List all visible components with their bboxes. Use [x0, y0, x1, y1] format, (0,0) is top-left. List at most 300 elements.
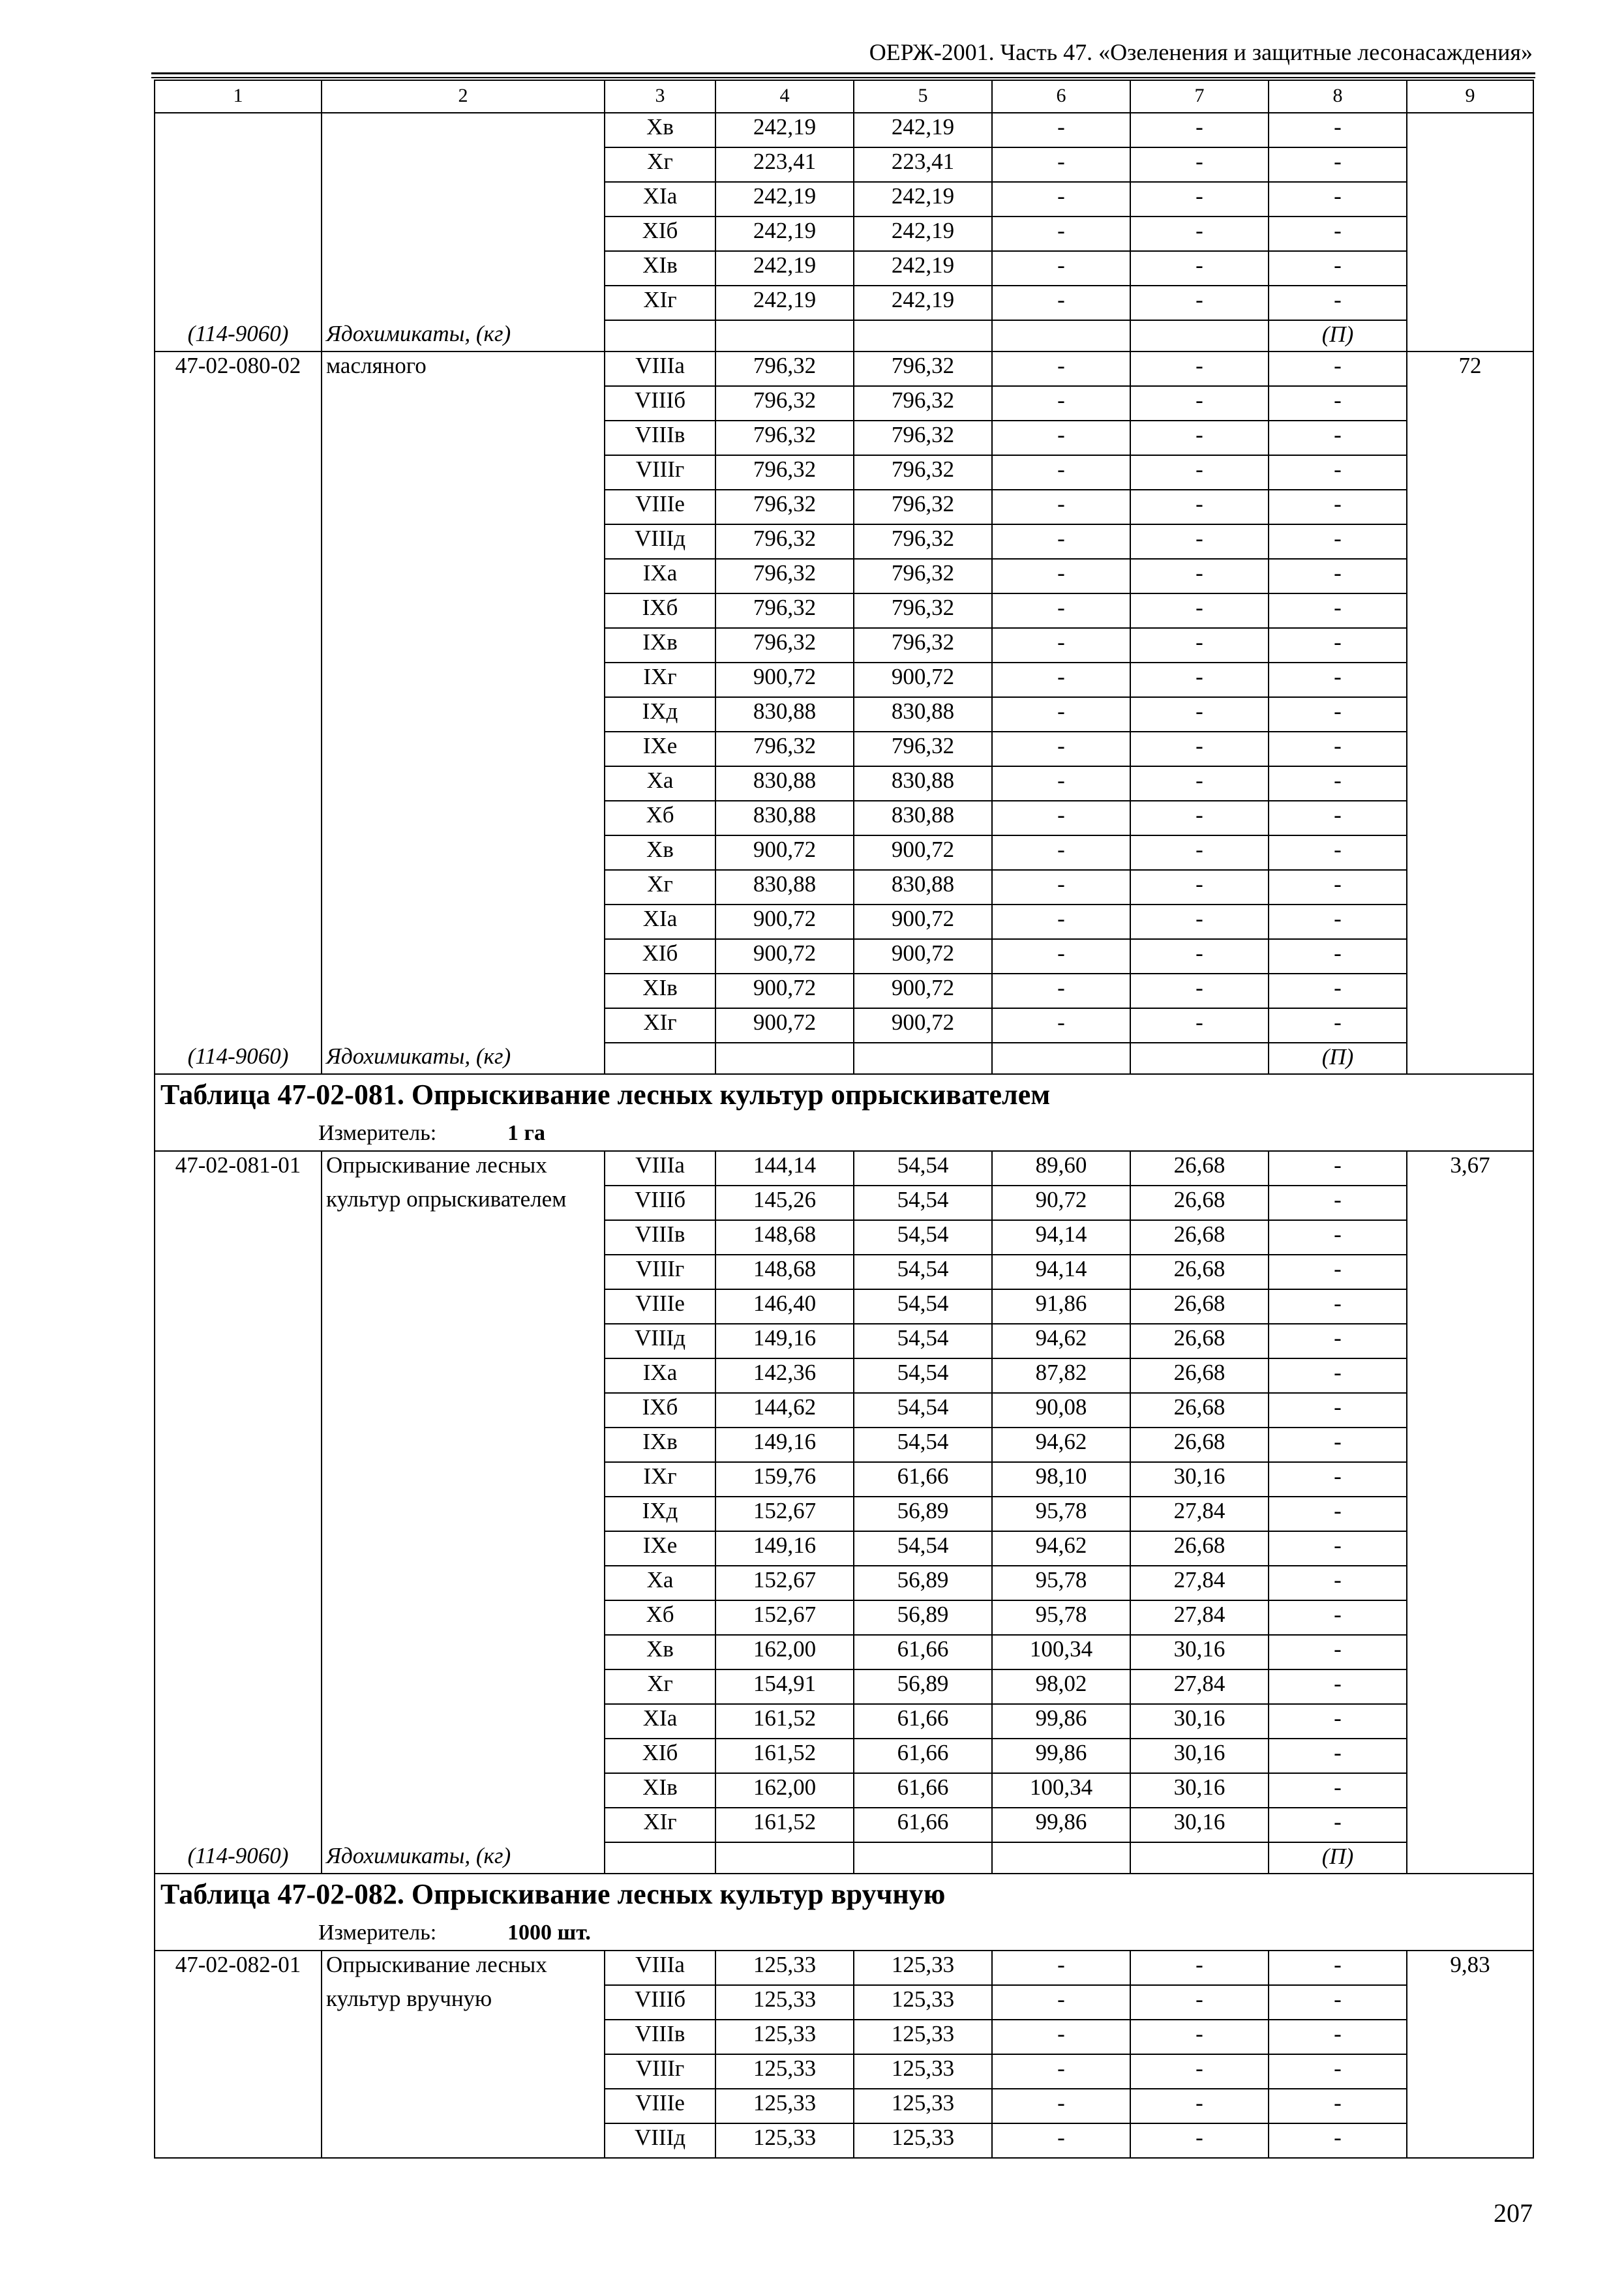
column-number: 7	[1130, 80, 1269, 113]
driver-wages-cell: -	[1130, 801, 1269, 835]
resource-row	[155, 1043, 1533, 1074]
empty-cell	[155, 1739, 322, 1773]
materials-cell: -	[1269, 1497, 1407, 1531]
table-row	[155, 835, 1533, 870]
empty-cell	[322, 628, 605, 663]
total-cost-cell: 162,00	[715, 1635, 854, 1669]
empty-cell	[1407, 766, 1533, 801]
zone-cell: IХд	[605, 1497, 715, 1531]
zone-cell: Хв	[605, 113, 715, 147]
wages-cell: 125,33	[854, 1951, 992, 1985]
labor-cost-cell: 3,67	[1407, 1151, 1533, 1186]
table-row	[155, 455, 1533, 490]
driver-wages-cell: -	[1130, 147, 1269, 182]
zone-cell: VIIIв	[605, 1220, 715, 1255]
wages-cell: 61,66	[854, 1462, 992, 1497]
wages-cell: 900,72	[854, 835, 992, 870]
materials-cell: -	[1269, 1289, 1407, 1324]
machines-cell: -	[992, 559, 1130, 593]
table-row	[155, 217, 1533, 251]
total-cost-cell: 145,26	[715, 1186, 854, 1220]
empty-cell	[155, 1324, 322, 1358]
wages-cell: 900,72	[854, 663, 992, 697]
zone-cell: IХе	[605, 732, 715, 766]
table-row	[155, 1255, 1533, 1289]
empty-cell	[155, 1186, 322, 1220]
zone-cell: IХа	[605, 1358, 715, 1393]
machines-cell: -	[992, 386, 1130, 421]
materials-cell: -	[1269, 1428, 1407, 1462]
empty-cell	[1407, 1324, 1533, 1358]
machines-cell: -	[992, 870, 1130, 905]
column-number: 8	[1269, 80, 1407, 113]
empty-cell	[322, 939, 605, 974]
zone-cell: IХб	[605, 593, 715, 628]
zone-cell: ХIв	[605, 974, 715, 1008]
total-cost-cell: 148,68	[715, 1255, 854, 1289]
materials-cell: -	[1269, 1358, 1407, 1393]
table-row	[155, 663, 1533, 697]
total-cost-cell: 161,52	[715, 1808, 854, 1842]
wages-cell: 61,66	[854, 1808, 992, 1842]
total-cost-cell: 796,32	[715, 490, 854, 524]
column-number: 4	[715, 80, 854, 113]
driver-wages-cell: 26,68	[1130, 1324, 1269, 1358]
empty-cell	[155, 1462, 322, 1497]
empty-cell	[322, 1393, 605, 1428]
column-number: 1	[155, 80, 322, 113]
materials-cell: -	[1269, 352, 1407, 386]
wages-cell: 830,88	[854, 766, 992, 801]
machines-cell: -	[992, 421, 1130, 455]
wages-cell: 61,66	[854, 1704, 992, 1739]
machines-cell: -	[992, 2089, 1130, 2123]
zone-cell: ХIв	[605, 251, 715, 286]
norm-name: Опрыскивание лесных	[322, 1951, 605, 1985]
machines-cell: -	[992, 801, 1130, 835]
wages-cell: 54,54	[854, 1186, 992, 1220]
materials-cell: -	[1269, 2054, 1407, 2089]
norms-table	[154, 80, 1534, 2159]
materials-cell: -	[1269, 1951, 1407, 1985]
wages-cell: 796,32	[854, 593, 992, 628]
table-row	[155, 1773, 1533, 1808]
page-number: 207	[1494, 2198, 1533, 2228]
empty-cell	[1130, 1043, 1269, 1074]
table-row	[155, 182, 1533, 217]
zone-cell: ХIв	[605, 1773, 715, 1808]
norm-code: 47-02-080-02	[155, 352, 322, 386]
machines-cell: -	[992, 732, 1130, 766]
empty-cell	[155, 1255, 322, 1289]
empty-cell	[1407, 1704, 1533, 1739]
zone-cell: IХд	[605, 697, 715, 732]
empty-cell	[322, 559, 605, 593]
driver-wages-cell: -	[1130, 251, 1269, 286]
table-row	[155, 1635, 1533, 1669]
table-row	[155, 593, 1533, 628]
total-cost-cell: 149,16	[715, 1531, 854, 1566]
table-row	[155, 1739, 1533, 1773]
zone-cell: Хб	[605, 801, 715, 835]
machines-cell: 99,86	[992, 1808, 1130, 1842]
empty-cell	[1407, 490, 1533, 524]
total-cost-cell: 146,40	[715, 1289, 854, 1324]
machines-cell: -	[992, 2123, 1130, 2158]
empty-cell	[155, 766, 322, 801]
table-row	[155, 1566, 1533, 1600]
wages-cell: 54,54	[854, 1393, 992, 1428]
total-cost-cell: 830,88	[715, 697, 854, 732]
empty-cell	[1407, 1428, 1533, 1462]
driver-wages-cell: 26,68	[1130, 1289, 1269, 1324]
empty-cell	[155, 593, 322, 628]
column-number: 5	[854, 80, 992, 113]
materials-cell: -	[1269, 663, 1407, 697]
empty-cell	[155, 801, 322, 835]
total-cost-cell: 144,62	[715, 1393, 854, 1428]
driver-wages-cell: -	[1130, 524, 1269, 559]
empty-cell	[1407, 905, 1533, 939]
total-cost-cell: 125,33	[715, 2123, 854, 2158]
materials-cell: -	[1269, 905, 1407, 939]
table-row	[155, 939, 1533, 974]
table-row	[155, 732, 1533, 766]
total-cost-cell: 900,72	[715, 1008, 854, 1043]
empty-cell	[1407, 1842, 1533, 1874]
zone-cell: VIIIб	[605, 1186, 715, 1220]
table-title-row	[155, 1074, 1533, 1118]
table-row	[155, 697, 1533, 732]
unit-value: 1 га	[507, 1121, 545, 1145]
empty-cell	[322, 2123, 605, 2158]
empty-cell	[322, 1008, 605, 1043]
empty-cell	[155, 490, 322, 524]
wages-cell: 54,54	[854, 1151, 992, 1186]
total-cost-cell: 796,32	[715, 455, 854, 490]
machines-cell: 100,34	[992, 1635, 1130, 1669]
empty-cell	[155, 870, 322, 905]
materials-cell: -	[1269, 1151, 1407, 1186]
empty-cell	[155, 974, 322, 1008]
empty-cell	[155, 1808, 322, 1842]
machines-cell: -	[992, 2020, 1130, 2054]
total-cost-cell: 242,19	[715, 182, 854, 217]
table-row	[155, 421, 1533, 455]
empty-cell	[155, 1220, 322, 1255]
empty-cell	[322, 697, 605, 732]
machines-cell: 91,86	[992, 1289, 1130, 1324]
empty-cell	[322, 455, 605, 490]
resource-mark: (П)	[1269, 1842, 1407, 1874]
materials-cell: -	[1269, 697, 1407, 732]
materials-cell: -	[1269, 2089, 1407, 2123]
table-row	[155, 801, 1533, 835]
table-row	[155, 147, 1533, 182]
wages-cell: 242,19	[854, 251, 992, 286]
wages-cell: 125,33	[854, 1985, 992, 2020]
total-cost-cell: 796,32	[715, 559, 854, 593]
wages-cell: 125,33	[854, 2020, 992, 2054]
empty-cell	[322, 421, 605, 455]
norms-table-body	[155, 80, 1533, 2158]
machines-cell: 94,14	[992, 1255, 1130, 1289]
empty-cell	[155, 697, 322, 732]
total-cost-cell: 161,52	[715, 1704, 854, 1739]
total-cost-cell: 900,72	[715, 835, 854, 870]
zone-cell: Хг	[605, 147, 715, 182]
empty-cell	[322, 1220, 605, 1255]
empty-cell	[322, 1358, 605, 1393]
empty-cell	[1407, 663, 1533, 697]
zone-cell: VIIIе	[605, 490, 715, 524]
machines-cell: -	[992, 2054, 1130, 2089]
empty-cell	[992, 1842, 1130, 1874]
empty-cell	[1407, 1669, 1533, 1704]
empty-cell	[322, 1669, 605, 1704]
materials-cell: -	[1269, 1186, 1407, 1220]
total-cost-cell: 125,33	[715, 2020, 854, 2054]
machines-cell: 98,02	[992, 1669, 1130, 1704]
empty-cell	[322, 524, 605, 559]
materials-cell: -	[1269, 1600, 1407, 1635]
resource-name: Ядохимикаты, (кг)	[322, 320, 605, 352]
table-row	[155, 2020, 1533, 2054]
empty-cell	[155, 1531, 322, 1566]
zone-cell: Ха	[605, 766, 715, 801]
materials-cell: -	[1269, 1704, 1407, 1739]
zone-cell: VIIIг	[605, 1255, 715, 1289]
zone-cell: ХIа	[605, 1704, 715, 1739]
materials-cell: -	[1269, 251, 1407, 286]
machines-cell: 94,14	[992, 1220, 1130, 1255]
machines-cell: 98,10	[992, 1462, 1130, 1497]
zone-cell: ХIг	[605, 1808, 715, 1842]
empty-cell	[605, 320, 715, 352]
empty-cell	[155, 147, 322, 182]
machines-cell: 100,34	[992, 1773, 1130, 1808]
empty-cell	[322, 286, 605, 320]
column-number: 6	[992, 80, 1130, 113]
empty-cell	[1407, 1255, 1533, 1289]
materials-cell: -	[1269, 628, 1407, 663]
driver-wages-cell: -	[1130, 113, 1269, 147]
wages-cell: 830,88	[854, 697, 992, 732]
machines-cell: -	[992, 663, 1130, 697]
empty-cell	[322, 1462, 605, 1497]
driver-wages-cell: -	[1130, 217, 1269, 251]
total-cost-cell: 830,88	[715, 766, 854, 801]
materials-cell: -	[1269, 524, 1407, 559]
empty-cell	[1407, 2020, 1533, 2054]
zone-cell: IХб	[605, 1393, 715, 1428]
empty-cell	[1407, 1497, 1533, 1531]
table-row	[155, 766, 1533, 801]
materials-cell: -	[1269, 1635, 1407, 1669]
empty-cell	[605, 1043, 715, 1074]
machines-cell: -	[992, 835, 1130, 870]
table-row	[155, 1600, 1533, 1635]
wages-cell: 796,32	[854, 352, 992, 386]
empty-cell	[1407, 628, 1533, 663]
driver-wages-cell: 26,68	[1130, 1220, 1269, 1255]
total-cost-cell: 125,33	[715, 2054, 854, 2089]
column-number: 9	[1407, 80, 1533, 113]
total-cost-cell: 125,33	[715, 1985, 854, 2020]
driver-wages-cell: 26,68	[1130, 1151, 1269, 1186]
machines-cell: 95,78	[992, 1600, 1130, 1635]
driver-wages-cell: -	[1130, 628, 1269, 663]
total-cost-cell: 796,32	[715, 593, 854, 628]
total-cost-cell: 830,88	[715, 801, 854, 835]
empty-cell	[155, 421, 322, 455]
empty-cell	[155, 835, 322, 870]
machines-cell: -	[992, 628, 1130, 663]
total-cost-cell: 242,19	[715, 286, 854, 320]
empty-cell	[322, 2089, 605, 2123]
machines-cell: -	[992, 286, 1130, 320]
empty-cell	[155, 1669, 322, 1704]
materials-cell: -	[1269, 870, 1407, 905]
table-row	[155, 1808, 1533, 1842]
machines-cell: 87,82	[992, 1358, 1130, 1393]
empty-cell	[322, 386, 605, 421]
table-row	[155, 559, 1533, 593]
empty-cell	[1407, 870, 1533, 905]
machines-cell: -	[992, 697, 1130, 732]
driver-wages-cell: -	[1130, 1008, 1269, 1043]
resource-row	[155, 320, 1533, 352]
table-row	[155, 2123, 1533, 2158]
driver-wages-cell: -	[1130, 559, 1269, 593]
column-number: 3	[605, 80, 715, 113]
zone-cell: Хв	[605, 1635, 715, 1669]
machines-cell: 99,86	[992, 1739, 1130, 1773]
empty-cell	[322, 490, 605, 524]
table-row	[155, 1462, 1533, 1497]
materials-cell: -	[1269, 559, 1407, 593]
total-cost-cell: 796,32	[715, 524, 854, 559]
wages-cell: 223,41	[854, 147, 992, 182]
materials-cell: -	[1269, 1324, 1407, 1358]
materials-cell: -	[1269, 974, 1407, 1008]
empty-cell	[155, 1289, 322, 1324]
materials-cell: -	[1269, 490, 1407, 524]
empty-cell	[854, 320, 992, 352]
wages-cell: 125,33	[854, 2089, 992, 2123]
wages-cell: 54,54	[854, 1358, 992, 1393]
machines-cell: 90,72	[992, 1186, 1130, 1220]
empty-cell	[155, 732, 322, 766]
empty-cell	[322, 1255, 605, 1289]
driver-wages-cell: 30,16	[1130, 1704, 1269, 1739]
empty-cell	[1407, 1739, 1533, 1773]
table-row	[155, 1393, 1533, 1428]
table-row	[155, 1428, 1533, 1462]
table-row	[155, 386, 1533, 421]
total-cost-cell: 152,67	[715, 1497, 854, 1531]
wages-cell: 900,72	[854, 905, 992, 939]
machines-cell: -	[992, 147, 1130, 182]
empty-cell	[322, 147, 605, 182]
driver-wages-cell: -	[1130, 421, 1269, 455]
machines-cell: 94,62	[992, 1428, 1130, 1462]
wages-cell: 900,72	[854, 939, 992, 974]
empty-cell	[854, 1842, 992, 1874]
zone-cell: IХг	[605, 1462, 715, 1497]
resource-code: (114-9060)	[155, 1842, 322, 1874]
machines-cell: 95,78	[992, 1497, 1130, 1531]
total-cost-cell: 148,68	[715, 1220, 854, 1255]
zone-cell: VIIIа	[605, 1951, 715, 1985]
total-cost-cell: 223,41	[715, 147, 854, 182]
empty-cell	[155, 286, 322, 320]
resource-code: (114-9060)	[155, 320, 322, 352]
table-row	[155, 870, 1533, 905]
empty-cell	[322, 1428, 605, 1462]
empty-cell	[322, 1704, 605, 1739]
wages-cell: 125,33	[854, 2123, 992, 2158]
driver-wages-cell: -	[1130, 286, 1269, 320]
wages-cell: 56,89	[854, 1566, 992, 1600]
empty-cell	[715, 1842, 854, 1874]
wages-cell: 61,66	[854, 1773, 992, 1808]
empty-cell	[155, 113, 322, 147]
zone-cell: VIIIв	[605, 2020, 715, 2054]
total-cost-cell: 796,32	[715, 352, 854, 386]
empty-cell	[322, 974, 605, 1008]
zone-cell: VIIIв	[605, 421, 715, 455]
machines-cell: -	[992, 905, 1130, 939]
wages-cell: 242,19	[854, 113, 992, 147]
empty-cell	[1407, 251, 1533, 286]
zone-cell: Хг	[605, 1669, 715, 1704]
driver-wages-cell: -	[1130, 2123, 1269, 2158]
machines-cell: -	[992, 455, 1130, 490]
total-cost-cell: 162,00	[715, 1773, 854, 1808]
wages-cell: 830,88	[854, 870, 992, 905]
empty-cell	[322, 1289, 605, 1324]
table-row	[155, 251, 1533, 286]
driver-wages-cell: -	[1130, 2020, 1269, 2054]
table-row	[155, 2089, 1533, 2123]
empty-cell	[155, 1358, 322, 1393]
total-cost-cell: 900,72	[715, 905, 854, 939]
wages-cell: 54,54	[854, 1255, 992, 1289]
zone-cell: Хг	[605, 870, 715, 905]
zone-cell: ХIа	[605, 182, 715, 217]
materials-cell: -	[1269, 593, 1407, 628]
zone-cell: VIIIд	[605, 524, 715, 559]
total-cost-cell: 830,88	[715, 870, 854, 905]
materials-cell: -	[1269, 421, 1407, 455]
materials-cell: -	[1269, 386, 1407, 421]
driver-wages-cell: 26,68	[1130, 1255, 1269, 1289]
wages-cell: 796,32	[854, 628, 992, 663]
empty-cell	[1407, 1220, 1533, 1255]
empty-cell	[1130, 320, 1269, 352]
zone-cell: IХе	[605, 1531, 715, 1566]
total-cost-cell: 796,32	[715, 421, 854, 455]
empty-cell	[715, 320, 854, 352]
norm-name: культур опрыскивателем	[322, 1186, 605, 1220]
total-cost-cell: 144,14	[715, 1151, 854, 1186]
zone-cell: VIIIе	[605, 2089, 715, 2123]
empty-cell	[1407, 1985, 1533, 2020]
driver-wages-cell: -	[1130, 766, 1269, 801]
wages-cell: 796,32	[854, 559, 992, 593]
empty-cell	[1407, 801, 1533, 835]
